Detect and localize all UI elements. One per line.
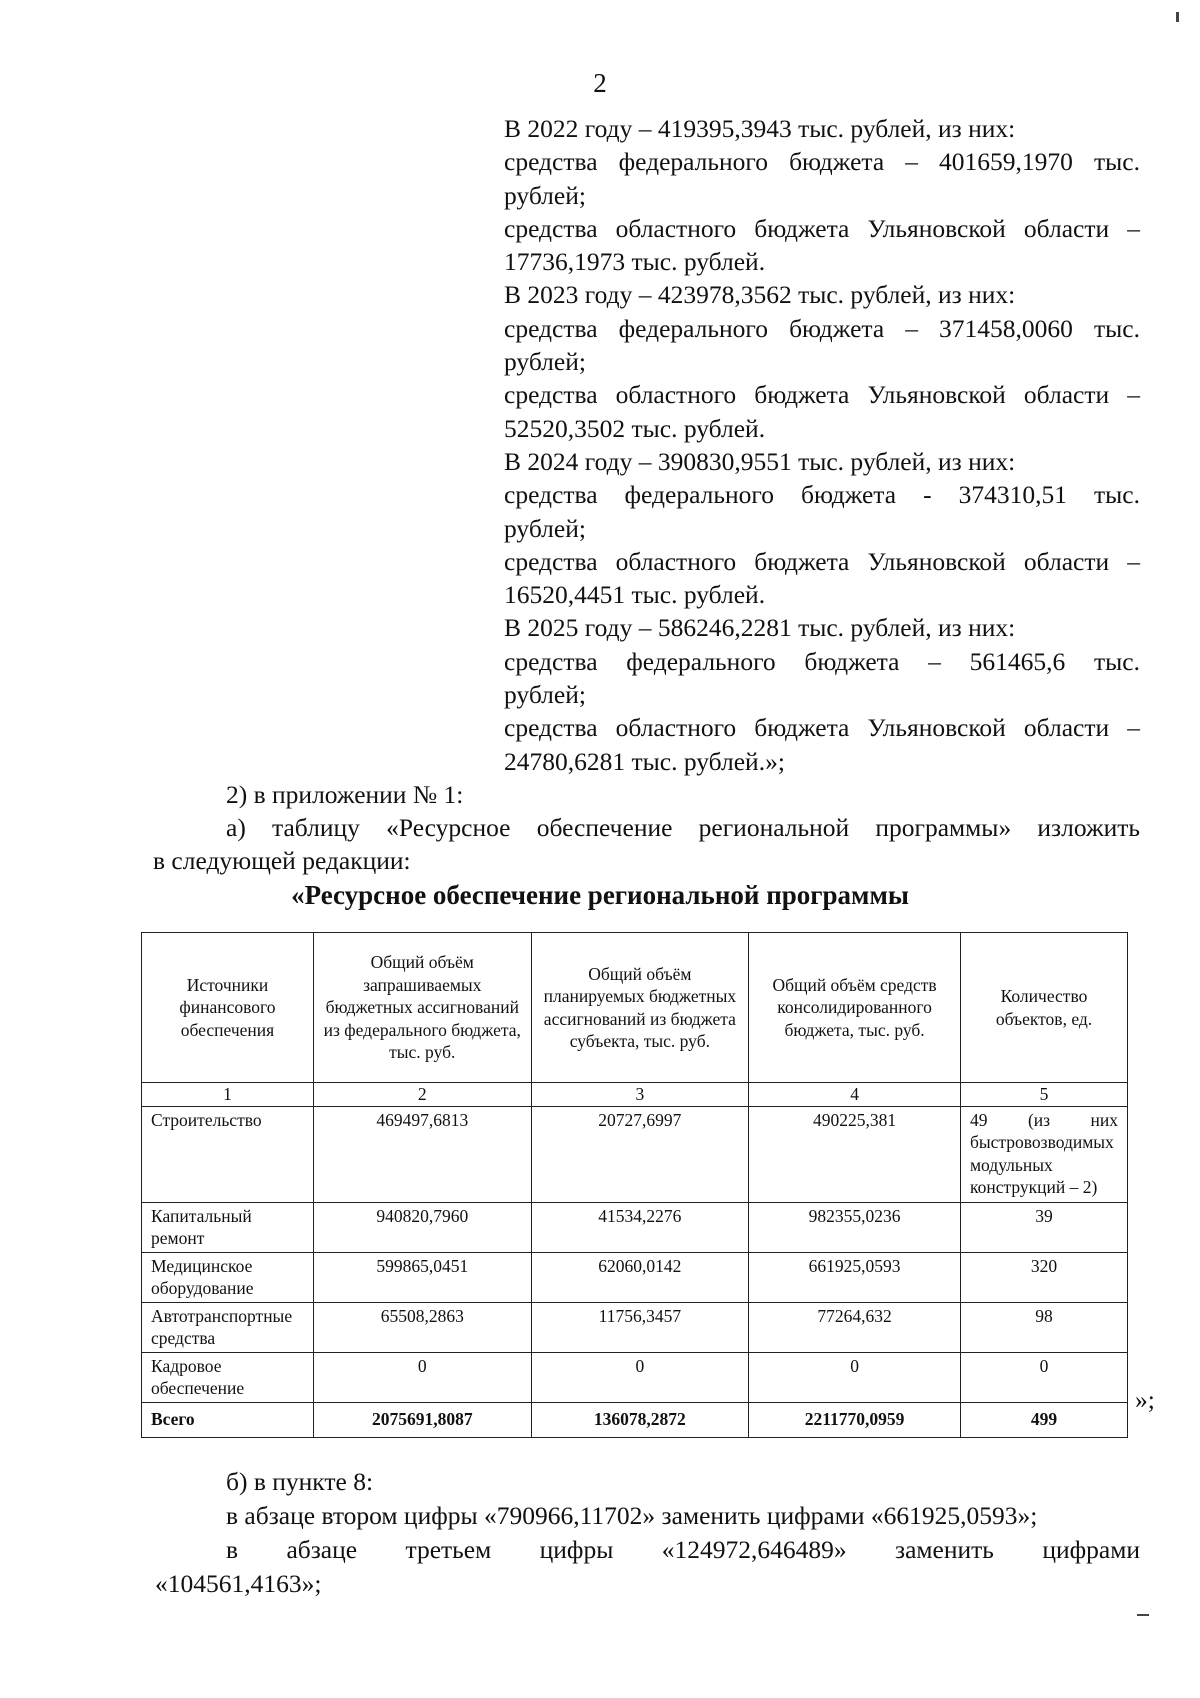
- total-count: 499: [960, 1402, 1127, 1437]
- item-2b-heading: б) в пункте 8:: [226, 1467, 374, 1496]
- resource-table: [141, 932, 1128, 1438]
- federal-cell: 940820,7960: [313, 1202, 531, 1252]
- source-cell: Кадровое обеспечение: [142, 1352, 314, 1402]
- regional-funds-line: средства областного бюджета Ульяновской области –: [504, 546, 1140, 576]
- total-consolidated: 2211770,0959: [749, 1402, 961, 1437]
- regional-cell: 11756,3457: [531, 1302, 749, 1352]
- header-cell: Источники финансового обеспечения: [142, 933, 314, 1083]
- regional-cell: 62060,0142: [531, 1252, 749, 1302]
- regional-cell: 41534,2276: [531, 1202, 749, 1252]
- item-2a-line1: а) таблицу «Ресурсное обеспечение региональной программы» изложить: [226, 813, 1140, 842]
- federal-funds-unit: рублей;: [504, 180, 586, 210]
- year-line: В 2024 году – 390830,9551 тыс. рублей, из них:: [504, 446, 1016, 476]
- table-close-quote: »;: [1135, 1385, 1155, 1414]
- regional-funds-line: средства областного бюджета Ульяновской области –: [504, 380, 1140, 410]
- federal-funds-line: средства федерального бюджета - 374310,51 тыс.: [504, 480, 1140, 510]
- year-line: В 2022 году – 419395,3943 тыс. рублей, из них:: [504, 114, 1016, 143]
- federal-funds-line: средства федерального бюджета – 371458,0060 тыс.: [504, 313, 1140, 343]
- federal-cell: 0: [313, 1352, 531, 1402]
- table-row: [142, 1252, 1128, 1302]
- scan-mark: [1137, 1614, 1149, 1616]
- federal-funds-line: средства федерального бюджета – 401659,1970 тыс.: [504, 147, 1140, 177]
- page-number: 2: [593, 68, 607, 98]
- regional-funds-amount: 52520,3502 тыс. рублей.: [504, 413, 766, 443]
- federal-cell: 65508,2863: [313, 1302, 531, 1352]
- item-2-heading: 2) в приложении № 1:: [226, 780, 464, 809]
- federal-funds-unit: рублей;: [504, 513, 586, 543]
- count-cell: 0: [960, 1352, 1127, 1402]
- item-2b-line1: в абзаце втором цифры «790966,11702» заменить цифрами «661925,0593»;: [226, 1501, 1038, 1530]
- consolidated-cell: 0: [749, 1352, 961, 1402]
- source-cell: Строительство: [142, 1106, 314, 1202]
- table-row: [142, 1302, 1128, 1352]
- regional-cell: 20727,6997: [531, 1106, 749, 1202]
- source-cell: Медицинское оборудование: [142, 1252, 314, 1302]
- table-title: «Ресурсное обеспечение региональной программы: [291, 880, 909, 910]
- federal-funds-unit: рублей;: [504, 347, 586, 377]
- header-cell: Общий объём планируемых бюджетных ассигнований из бюджета субъекта, тыс. руб.: [531, 933, 749, 1083]
- consolidated-cell: 490225,381: [749, 1106, 961, 1202]
- table-header-row: [142, 933, 1128, 1083]
- column-number: 1: [142, 1083, 314, 1107]
- regional-funds-amount: 16520,4451 тыс. рублей.: [504, 580, 766, 610]
- header-cell: Общий объём запрашиваемых бюджетных ассигнований из федерального бюджета, тыс. руб.: [313, 933, 531, 1083]
- count-cell: 39: [960, 1202, 1127, 1252]
- regional-funds-line: средства областного бюджета Ульяновской области –: [504, 213, 1140, 243]
- consolidated-cell: 982355,0236: [749, 1202, 961, 1252]
- total-label: Всего: [142, 1402, 314, 1437]
- regional-funds-amount: 17736,1973 тыс. рублей.: [504, 247, 766, 277]
- column-number-row: [142, 1083, 1128, 1107]
- source-cell: Автотранспортные средства: [142, 1302, 314, 1352]
- total-regional: 136078,2872: [531, 1402, 749, 1437]
- item-2b-line2: в абзаце третьем цифры «124972,646489» заменить цифрами: [226, 1535, 1140, 1564]
- year-line: В 2023 году – 423978,3562 тыс. рублей, из них:: [504, 280, 1016, 310]
- header-cell: Общий объём средств консолидированного бюджета, тыс. руб.: [749, 933, 961, 1083]
- column-number: 4: [749, 1083, 961, 1107]
- item-2a-line2: в следующей редакции:: [153, 846, 411, 875]
- source-cell: Капитальный ремонт: [142, 1202, 314, 1252]
- column-number: 3: [531, 1083, 749, 1107]
- federal-funds-unit: рублей;: [504, 680, 586, 710]
- year-line: В 2025 году – 586246,2281 тыс. рублей, из них:: [504, 613, 1016, 643]
- scan-mark: [1176, 12, 1179, 22]
- table-row: [142, 1352, 1128, 1402]
- funding-by-year: [504, 112, 1140, 778]
- federal-cell: 599865,0451: [313, 1252, 531, 1302]
- consolidated-cell: 661925,0593: [749, 1252, 961, 1302]
- column-number: 5: [960, 1083, 1127, 1107]
- regional-funds-amount: 24780,6281 тыс. рублей.»;: [504, 746, 785, 776]
- regional-cell: 0: [531, 1352, 749, 1402]
- column-number: 2: [313, 1083, 531, 1107]
- regional-funds-line: средства областного бюджета Ульяновской области –: [504, 713, 1140, 743]
- count-cell: 49 (из них быстровозводимых модульных конструкций – 2): [960, 1106, 1127, 1202]
- federal-cell: 469497,6813: [313, 1106, 531, 1202]
- table-row: [142, 1106, 1128, 1202]
- total-federal: 2075691,8087: [313, 1402, 531, 1437]
- table-total-row: [142, 1402, 1128, 1437]
- item-2b-line3: «104561,4163»;: [155, 1569, 322, 1598]
- federal-funds-line: средства федерального бюджета – 561465,6 тыс.: [504, 646, 1140, 676]
- count-cell: 98: [960, 1302, 1127, 1352]
- header-cell: Количество объектов, ед.: [960, 933, 1127, 1083]
- table-row: [142, 1202, 1128, 1252]
- consolidated-cell: 77264,632: [749, 1302, 961, 1352]
- count-cell: 320: [960, 1252, 1127, 1302]
